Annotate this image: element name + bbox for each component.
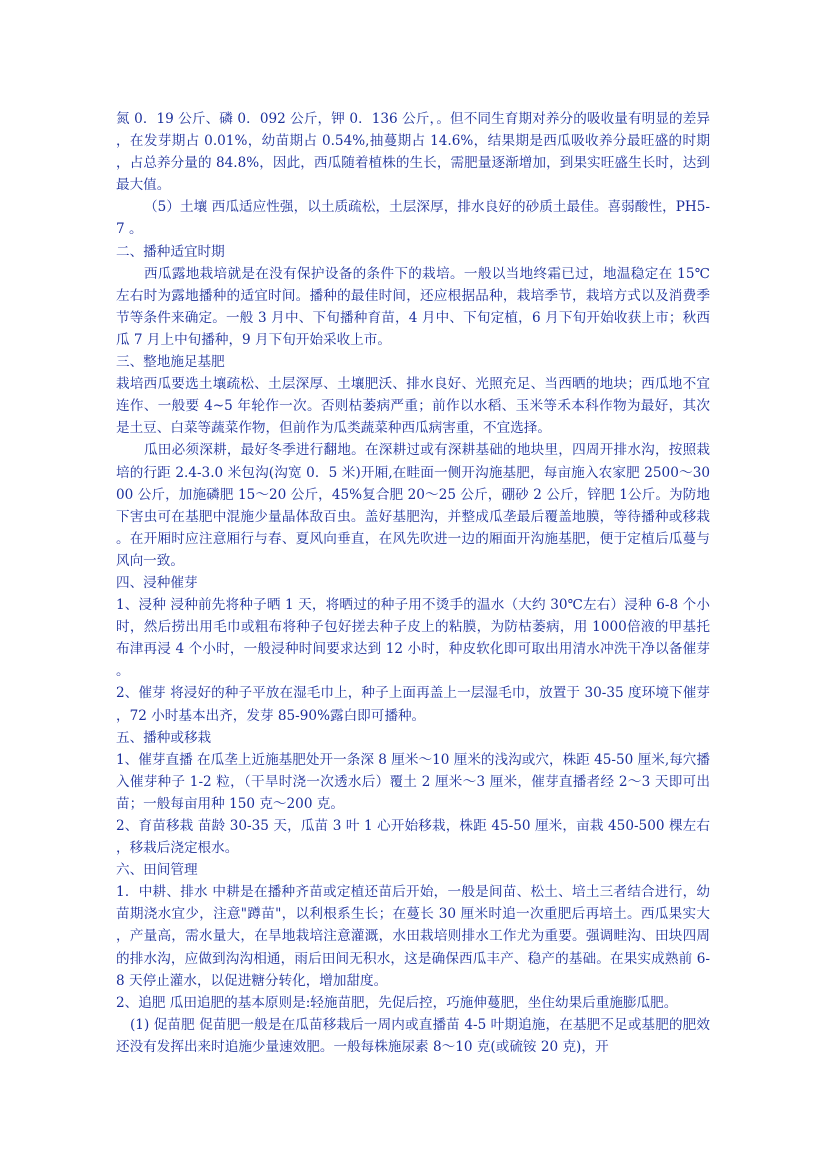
section-heading-sowing-transplanting: 五、播种或移栽 [116, 729, 212, 746]
section-heading-soaking-germination: 四、浸种催芽 [116, 574, 198, 591]
paragraph-soil: （5）土壤 西瓜适应性强，以土质疏松，土层深厚，排水良好的砂质土最佳。喜弱酸性，PH5-7 。 [116, 199, 710, 238]
paragraph-cultivation-drainage: 1．中耕、排水 中耕是在播种齐苗或定植还苗后开始，一般是间苗、松土、培土三者结合进行，幼苗期浇水宜少，注意"蹲苗"，以利根系生长；在蔓长 30 厘米时追一次重肥后再培土。西瓜果实大，产量高，需水量大，在旱地栽培注意灌溉，水田栽培则排水工作尤为重要。强调畦沟、田块四周的排水沟，应做到沟沟相通，雨后田间无积水，这是确保西瓜丰产、稳产的基础。在果实成熟前 6-8 天停止灌水，以促进糖分转化，增加甜度。 [116, 884, 710, 989]
paragraph-field-selection: 栽培西瓜要选土壤疏松、土层深厚、土壤肥沃、排水良好、光照充足、当西晒的地块；西瓜地不宜连作、一般要 4~5 年轮作一次。否则枯萎病严重；前作以水稻、玉米等禾本科作物为最好，其次是土豆、白菜等蔬菜作物，但前作为瓜类蔬菜种西瓜病害重，不宜选择。 [116, 376, 710, 437]
paragraph-nutrient-absorption: 氮 0．19 公斤、磷 0．092 公斤，钾 0．136 公斤，。但不同生育期对养分的吸收量有明显的差异，在发芽期占 0.01%，幼苗期占 0.54%,抽蔓期占 14.6%，结果期是西瓜吸收养分最旺盛的时期，占总养分量的 84.8%，因此，西瓜随着植株的生长，需肥量逐渐增加，到果实旺盛生长时，达到最大值。 [116, 111, 710, 194]
section-heading-land-preparation: 三、整地施足基肥 [116, 354, 225, 371]
paragraph-transplanting: 2、育苗移栽 苗龄 30-35 天，瓜苗 3 叶 1 心开始移栽，株距 45-50 厘米，亩栽 450-500 棵左右，移栽后浇定根水。 [116, 818, 710, 857]
paragraph-direct-sowing: 1、催芽直播 在瓜垄上近施基肥处开一条深 8 厘米～10 厘米的浅沟或穴，株距 45-50 厘米,每穴播入催芽种子 1-2 粒，（干旱时浇一次透水后）覆土 2 厘米～3 厘米，催芽直播者经 2～3 天即可出苗；一般每亩用种 150 克～200 克。 [116, 751, 710, 812]
paragraph-seed-soaking: 1、浸种 浸种前先将种子晒 1 天，将晒过的种子用不烫手的温水（大约 30℃左右）浸种 6-8 个小时，然后捞出用毛巾或粗布将种子包好搓去种子皮上的粘膜，为防枯萎病，用 1000倍液的甲基托布津再浸 4 个小时，一般浸种时间要求达到 12 小时，种皮软化即可取出用清水冲洗干净以备催芽。 [116, 597, 710, 680]
paragraph-seedling-fertilizer: (1) 促苗肥 促苗肥一般是在瓜苗移栽后一周内或直播苗 4-5 叶期追施，在基肥不足或基肥的肥效还没有发挥出来时追施少量速效肥。一般每株施尿素 8～10 克(或硫铵 20 克)，开 [116, 1016, 710, 1055]
paragraph-top-dressing: 2、追肥 瓜田追肥的基本原则是:轻施苗肥，先促后控，巧施伸蔓肥，坐住幼果后重施膨瓜肥。 [116, 994, 678, 1011]
paragraph-sowing-time: 西瓜露地栽培就是在没有保护设备的条件下的栽培。一般以当地终霜已过，地温稳定在 15℃左右时为露地播种的适宜时间。播种的最佳时间，还应根据品种，栽培季节，栽培方式以及消费季节等条件来确定。一般 3 月中、下旬播种育苗，4 月中、下旬定植，6 月下旬开始收获上市；秋西瓜 7 月上中旬播种，9 月下旬开始采收上市。 [116, 265, 710, 348]
section-heading-field-management: 六、田间管理 [116, 862, 198, 879]
document-page [116, 108, 710, 1058]
paragraph-germination: 2、催芽 将浸好的种子平放在湿毛巾上，种子上面再盖上一层湿毛巾，放置于 30-35 度环境下催芽，72 小时基本出齐，发芽 85-90%露白即可播种。 [116, 685, 710, 724]
section-heading-sowing-time: 二、播种适宜时期 [116, 243, 225, 260]
paragraph-deep-ploughing: 瓜田必须深耕，最好冬季进行翻地。在深耕过或有深耕基础的地块里，四周开排水沟，按照栽培的行距 2.4-3.0 米包沟(沟宽 0．5 米)开厢,在畦面一侧开沟施基肥，每亩施入农家肥 2500～3000 公斤，加施磷肥 15～20 公斤，45%复合肥 20～25 公斤，硼砂 2 公斤，锌肥 1公斤。为防地下害虫可在基肥中混施少量晶体敌百虫。盖好基肥沟，并整成瓜垄最后覆盖地膜，等待播种或移栽。在开厢时应注意厢行与春、夏风向垂直，在风先吹进一边的厢面开沟施基肥，便于定植后瓜蔓与风向一致。 [116, 442, 710, 569]
